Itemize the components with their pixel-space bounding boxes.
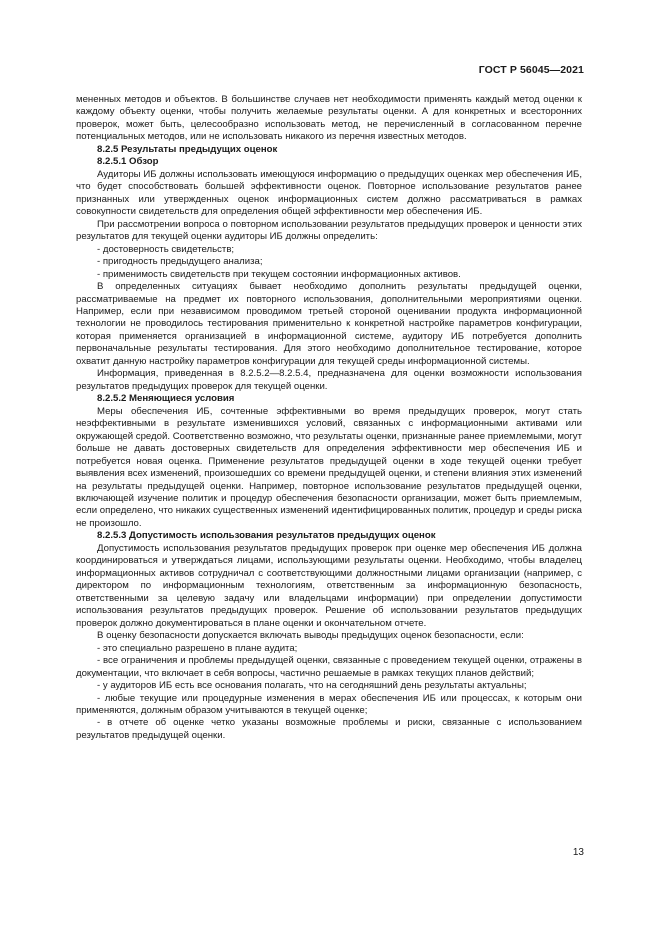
section-heading: 8.2.5.3 Допустимость использования результатов предыдущих оценок (97, 530, 436, 542)
list-item: - все ограничения и проблемы предыдущей оценки, связанные с проведением текущей оценки, отражены в документации, что включает в себя вопросы, частично решаемые в рамках текущих планов действий; (76, 655, 582, 679)
page-number: 13 (572, 847, 584, 858)
section-heading: 8.2.5.2 Меняющиеся условия (97, 393, 235, 405)
list-item: - в отчете об оценке четко указаны возможные проблемы и риски, связанные с использованием результатов предыдущей оценки. (76, 717, 582, 741)
paragraph: Меры обеспечения ИБ, сочтенные эффективными во время предыдущих проверок, могут стать неэффективными в результате изменившихся условий, связанных с информационными активами или окружающей средой. Соответственно возможно, что результаты оценки, признанные ранее приемлемыми, могут больше не давать достоверных свидетельств для определения эффективности мер обеспечения ИБ и потребуется новая оценка. Применение результатов предыдущей оценки в ходе текущей оценки требует выявления всех изменений, произошедших со времени предыдущей оценки, и степени влияния этих изменений на результаты предыдущей оценки. Например, повторное использование результатов предыдущей оценки, включающей изучение политик и процедур обеспечения безопасности организации, может быть приемлемым, если определено, что никаких существенных изменений идентифицированных политик, процедур и среды риска не произошло. (76, 405, 582, 529)
section-heading: 8.2.5.1 Обзор (97, 156, 159, 168)
list-item: - достоверность свидетельств; (97, 243, 235, 255)
paragraph: Допустимость использования результатов предыдущих проверок при оценке мер обеспечения ИБ должна координироваться и утверждаться лицами, использующими результаты оценки. Необходимо, чтобы владелец информационных активов сотрудничал с соответствующими должностными лицами организации (например, с директором по информационным технологиям, ответственным за информационную безопасность, ответственными за целевую задачу или владельцами информации) при определении допустимости использования результатов предыдущих проверок. Решение об использовании результатов предыдущих проверок должно документироваться в плане оценки и окончательном отчете. (76, 542, 582, 629)
paragraph: Информация, приведенная в 8.2.5.2—8.2.5.4, предназначена для оценки возможности использования результатов предыдущих проверок для текущей оценки. (76, 368, 582, 392)
section-heading: 8.2.5 Результаты предыдущих оценок (97, 143, 278, 155)
paragraph: В оценку безопасности допускается включать выводы предыдущих оценок безопасности, если: (97, 630, 524, 642)
list-item: - применимость свидетельств при текущем состоянии информационных активов. (97, 268, 461, 280)
document-code: ГОСТ Р 56045—2021 (478, 64, 584, 76)
paragraph: При рассмотрении вопроса о повторном использовании результатов предыдущих проверок и ценности этих результатов для текущей оценки аудиторы ИБ должны определить: (76, 218, 582, 243)
list-item: - у аудиторов ИБ есть все основания полагать, что на сегодняшний день результаты актуальны; (97, 680, 527, 692)
list-item: - пригодность предыдущего анализа; (97, 256, 263, 268)
paragraph: мененных методов и объектов. В большинстве случаев нет необходимости применять каждый метод оценки к каждому объекту оценки, чтобы получить желаемые результаты оценки. А для конкретных и всесторонних проверок, может быть, целесообразно использовать метод, не перечисленный в согласованном перечне потенциальных методов, или не использовать никакого из перечня известных методов. (76, 94, 582, 143)
paragraph: В определенных ситуациях бывает необходимо дополнить результаты предыдущей оценки, рассматриваемые на предмет их повторного использования, дополнительными мероприятиями оценки. Например, если при независимом проводимом третьей стороной оценивании продукта информационной технологии не проводилось тестирования применительно к конкретной настройке параметров конфигурации, которая применяется организацией в информационной системе, аудитору ИБ потребуется дополнить первоначальные результаты тестирования. Для этого необходимо дополнительное тестирование, которое охватит данную настройку параметров конфигурации для текущей среды информационной системы. (76, 281, 582, 367)
list-item: - это специально разрешено в плане аудита; (97, 642, 298, 654)
document-body (76, 94, 582, 742)
list-item: - любые текущие или процедурные изменения в мерах обеспечения ИБ или процессах, к которым они применяются, должным образом учитываются в текущей оценке; (76, 692, 582, 716)
paragraph: Аудиторы ИБ должны использовать имеющуюся информацию о предыдущих оценках мер обеспечения ИБ, что будет способствовать большей эффективности оценок. Повторное использование результатов ранее признанных или утвержденных оценок информационных систем должно рассматриваться в рамках совокупности свидетельств для определения общей эффективности мер обеспечения ИБ. (76, 168, 582, 218)
